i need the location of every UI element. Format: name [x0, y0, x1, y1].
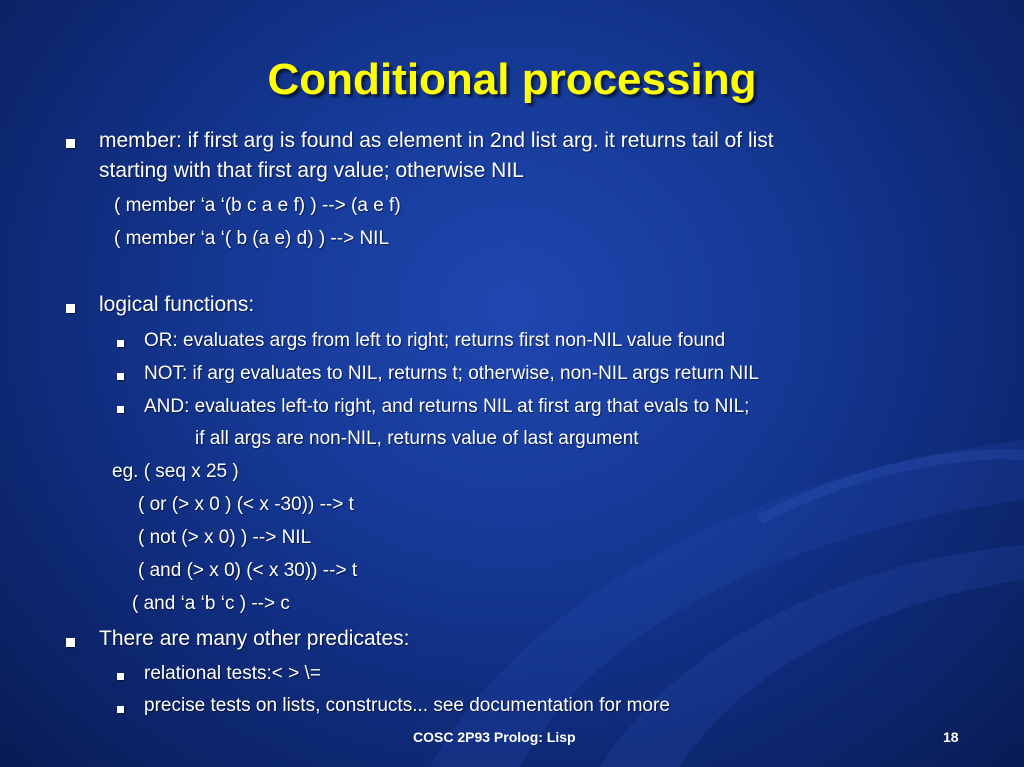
example-heading: eg. ( seq x 25 ) — [112, 461, 239, 482]
sub-bullet-not: NOT: if arg evaluates to NIL, returns t; otherwise, non-NIL args return NIL — [144, 363, 759, 384]
bullet-square — [66, 638, 75, 647]
bullet-square — [66, 139, 75, 148]
example-and-quoted: ( and ‘a ‘b ‘c ) --> c — [132, 593, 290, 614]
sub-bullet-or: OR: evaluates args from left to right; returns first non-NIL value found — [144, 330, 726, 351]
member-example-2: ( member ‘a ‘( b (a e) d) ) --> NIL — [114, 228, 390, 249]
example-or: ( or (> x 0 ) (< x -30)) --> t — [138, 494, 354, 515]
bullet-member-line1: member: if first arg is found as element in 2nd list arg. it returns tail of list — [99, 129, 774, 152]
sub-bullet-square — [117, 706, 124, 713]
bullet-square — [66, 304, 75, 313]
page-number: 18 — [943, 729, 959, 745]
sub-bullet-square — [117, 406, 124, 413]
sub-bullet-precise-tests: precise tests on lists, constructs... see documentation for more — [144, 695, 670, 716]
footer-course: COSC 2P93 Prolog: Lisp — [413, 729, 576, 745]
slide-title: Conditional processing — [267, 55, 757, 104]
bullet-member-line2: starting with that first arg value; otherwise NIL — [99, 159, 524, 182]
bullet-logical-functions: logical functions: — [99, 293, 255, 316]
example-and: ( and (> x 0) (< x 30)) --> t — [138, 560, 358, 581]
sub-bullet-square — [117, 340, 124, 347]
sub-bullet-relational-tests: relational tests:< > \= — [144, 663, 321, 684]
sub-bullet-and: AND: evaluates left-to right, and returns NIL at first arg that evals to NIL; — [144, 396, 750, 417]
sub-bullet-square — [117, 373, 124, 380]
example-not: ( not (> x 0) ) --> NIL — [138, 527, 312, 548]
sub-bullet-square — [117, 673, 124, 680]
member-example-1: ( member ‘a ‘(b c a e f) ) --> (a e f) — [114, 195, 401, 216]
sub-bullet-and-continued: if all args are non-NIL, returns value of last argument — [195, 428, 639, 449]
bullet-other-predicates: There are many other predicates: — [99, 627, 410, 650]
